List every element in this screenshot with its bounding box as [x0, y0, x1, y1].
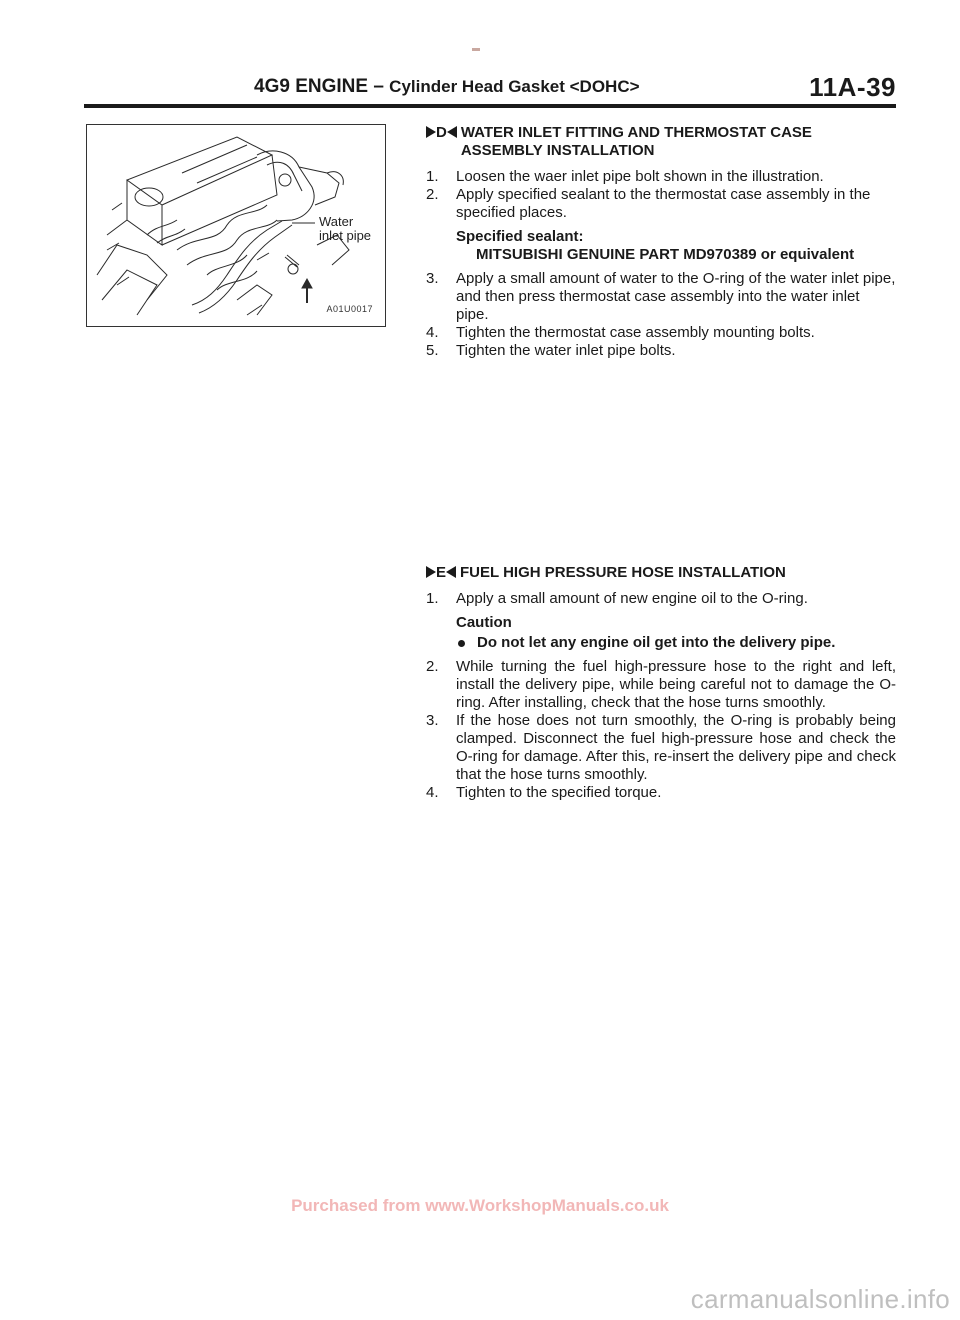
step-number: 3.: [426, 270, 439, 287]
section-d-steps: [426, 168, 896, 360]
section-d-title: [426, 124, 896, 160]
step: [426, 270, 896, 324]
step: [426, 168, 896, 186]
step-text: Tighten to the specified torque.: [456, 784, 662, 801]
section-e-letter: E: [436, 564, 447, 581]
step-number: 1.: [426, 590, 439, 607]
section-d-marker: [426, 124, 457, 142]
page-number: 11A-39: [809, 72, 896, 102]
step-text: Loosen the waer inlet pipe bolt shown in the illustration.: [456, 168, 824, 185]
triangle-right-icon: [426, 566, 436, 578]
figure-label-line1: Water: [319, 214, 354, 229]
section-e: [426, 564, 896, 802]
step: [426, 342, 896, 360]
step-text: If the hose does not turn smoothly, the O-ring is probably being clamped. Disconnect the fuel high-pressure hose and check the O-ring for damage. After this, re-insert the delivery pipe and check that the hose turns smoothly.: [456, 712, 896, 783]
caution-label: Caution: [456, 614, 512, 631]
triangle-left-icon: [446, 566, 456, 578]
step-text: Apply specified sealant to the thermostat case assembly in the specified places.: [456, 186, 871, 221]
sealant-value: MITSUBISHI GENUINE PART MD970389 or equivalent: [476, 246, 855, 263]
caution-item: [456, 634, 896, 652]
section-d-letter: D: [436, 124, 447, 141]
step-text: Apply a small amount of new engine oil to the O-ring.: [456, 590, 808, 607]
step: [426, 186, 896, 222]
header-rule: [84, 104, 896, 108]
step-number: 1.: [426, 168, 439, 185]
caution: [456, 614, 896, 652]
figure-label-line2: inlet pipe: [319, 228, 372, 243]
site-watermark: carmanualsonline.info: [690, 1284, 950, 1314]
bullet-icon: [458, 640, 465, 647]
engine-illustration: [86, 124, 386, 327]
step: [426, 658, 896, 712]
step-number: 5.: [426, 342, 439, 359]
page-title: [254, 76, 640, 98]
step-text: Apply a small amount of water to the O-ring of the water inlet pipe, and then press thermostat case assembly into the water inlet pipe.: [456, 270, 896, 323]
step: [426, 324, 896, 342]
step-number: 2.: [426, 186, 439, 203]
section-e-title-line1: FUEL HIGH PRESSURE HOSE INSTALLATION: [460, 564, 786, 581]
section-d-title-line2: ASSEMBLY INSTALLATION: [460, 142, 655, 159]
title-main: 4G9 ENGINE –: [254, 76, 390, 97]
step-text: Tighten the water inlet pipe bolts.: [456, 342, 676, 359]
step: [426, 784, 896, 802]
figure-code: A01U0017: [326, 304, 373, 314]
step-number: 2.: [426, 658, 439, 675]
step: [426, 712, 896, 784]
step-number: 4.: [426, 324, 439, 341]
triangle-left-icon: [447, 126, 457, 138]
caution-text: Do not let any engine oil get into the delivery pipe.: [477, 634, 836, 651]
section-d-title-text: [461, 124, 812, 160]
section-e-marker: [426, 564, 456, 582]
step-text: While turning the fuel high-pressure hose to the right and left, install the delivery pipe, while being careful not to damage the O-ring. After installing, check that the hose turns smoothly.: [456, 658, 896, 711]
step-text: Tighten the thermostat case assembly mounting bolts.: [456, 324, 815, 341]
section-e-steps: [426, 590, 896, 802]
specified-sealant: [456, 228, 896, 264]
page-header: [84, 72, 896, 106]
step: [426, 590, 896, 608]
page-speck: [472, 48, 480, 51]
step-number: 4.: [426, 784, 439, 801]
section-e-title: [426, 564, 896, 582]
figure-label: [319, 215, 371, 243]
section-d: [426, 124, 896, 360]
step-number: 3.: [426, 712, 439, 729]
section-d-title-line1: WATER INLET FITTING AND THERMOSTAT CASE: [460, 124, 812, 141]
sealant-label: Specified sealant:: [456, 228, 584, 245]
purchased-watermark: Purchased from www.WorkshopManuals.co.uk: [291, 1196, 669, 1215]
triangle-right-icon: [426, 126, 436, 138]
title-sub: Cylinder Head Gasket <DOHC>: [389, 77, 640, 96]
